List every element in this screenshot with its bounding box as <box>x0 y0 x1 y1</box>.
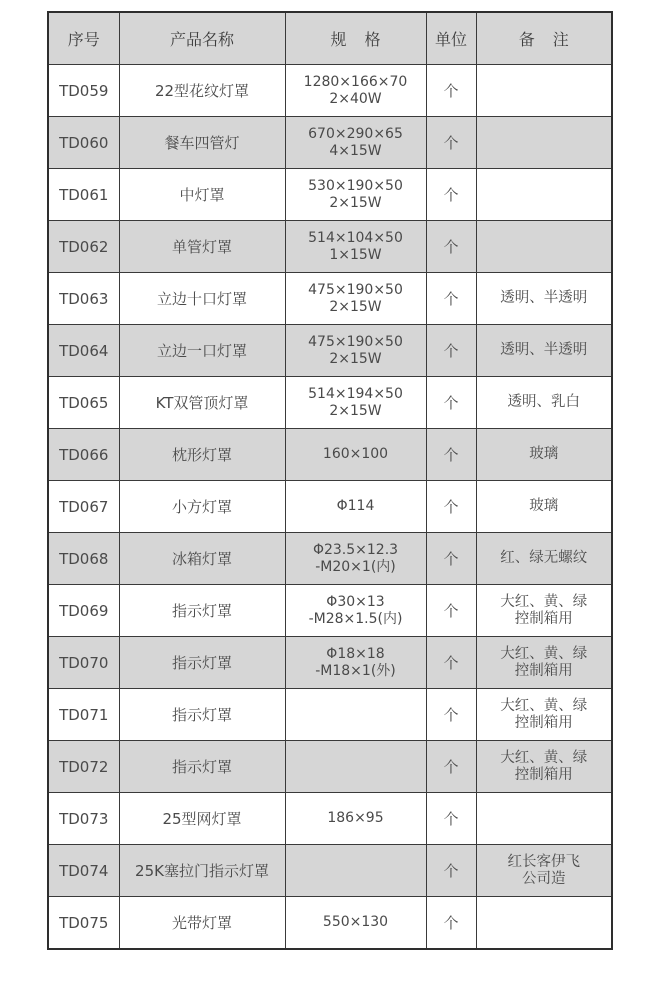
table-row <box>48 429 612 481</box>
cell-unit: 个 <box>426 481 476 533</box>
table-row <box>48 117 612 169</box>
note-line: 透明、半透明 <box>500 342 588 358</box>
table-row <box>48 377 612 429</box>
spec-line: 160×100 <box>322 446 389 462</box>
product-table <box>47 11 613 950</box>
note-line: 红长客伊飞 <box>507 853 580 870</box>
spec-line: 2×15W <box>329 402 382 419</box>
cell-spec <box>285 637 426 689</box>
spec-line: Φ23.5×12.3 <box>312 541 399 558</box>
cell-note <box>476 169 612 221</box>
cell-name: 22型花纹灯罩 <box>119 65 285 117</box>
header-row <box>48 12 612 65</box>
cell-spec <box>285 221 426 273</box>
spec-line: 2×40W <box>329 90 382 107</box>
cell-index: TD063 <box>48 273 119 325</box>
table-row <box>48 741 612 793</box>
cell-name: 指示灯罩 <box>119 741 285 793</box>
cell-unit: 个 <box>426 637 476 689</box>
table-row <box>48 897 612 950</box>
note-line: 控制箱用 <box>514 714 573 731</box>
cell-index: TD073 <box>48 793 119 845</box>
cell-note <box>476 481 612 533</box>
spec-line: -M20×1(内) <box>315 558 396 575</box>
cell-unit: 个 <box>426 741 476 793</box>
cell-name: KT双管顶灯罩 <box>119 377 285 429</box>
cell-spec <box>285 585 426 637</box>
header-note-label: 备注 <box>518 30 587 49</box>
cell-note <box>476 377 612 429</box>
spec-line: 1280×166×70 <box>303 73 408 90</box>
table-row <box>48 273 612 325</box>
header-index: 序号 <box>48 12 119 65</box>
table-row <box>48 637 612 689</box>
cell-name: 指示灯罩 <box>119 637 285 689</box>
cell-unit: 个 <box>426 325 476 377</box>
cell-spec <box>285 533 426 585</box>
cell-spec <box>285 117 426 169</box>
cell-unit: 个 <box>426 793 476 845</box>
cell-index: TD062 <box>48 221 119 273</box>
cell-spec <box>285 325 426 377</box>
spec-line: 475×190×50 <box>308 333 403 350</box>
cell-index: TD071 <box>48 689 119 741</box>
cell-spec <box>285 845 426 897</box>
cell-index: TD066 <box>48 429 119 481</box>
cell-note <box>476 221 612 273</box>
cell-index: TD064 <box>48 325 119 377</box>
cell-spec <box>285 169 426 221</box>
header-spec-label: 规格 <box>330 30 399 49</box>
cell-unit: 个 <box>426 65 476 117</box>
cell-unit: 个 <box>426 429 476 481</box>
table-row <box>48 221 612 273</box>
cell-spec <box>285 65 426 117</box>
cell-unit: 个 <box>426 897 476 950</box>
note-line: 公司造 <box>522 870 566 887</box>
note-line: 控制箱用 <box>514 766 573 783</box>
cell-name: 立边十口灯罩 <box>119 273 285 325</box>
cell-unit: 个 <box>426 845 476 897</box>
cell-note <box>476 273 612 325</box>
spec-line: 514×104×50 <box>308 229 403 246</box>
cell-index: TD069 <box>48 585 119 637</box>
cell-unit: 个 <box>426 169 476 221</box>
cell-name: 25K塞拉门指示灯罩 <box>119 845 285 897</box>
header-name: 产品名称 <box>119 12 285 65</box>
header-spec <box>285 12 426 65</box>
note-line: 大红、黄、绿 <box>500 593 588 610</box>
note-line: 玻璃 <box>529 446 559 462</box>
cell-name: 立边一口灯罩 <box>119 325 285 377</box>
cell-index: TD060 <box>48 117 119 169</box>
table-row <box>48 65 612 117</box>
cell-name: 光带灯罩 <box>119 897 285 950</box>
cell-spec <box>285 273 426 325</box>
cell-name: 餐车四管灯 <box>119 117 285 169</box>
spec-line: 2×15W <box>329 350 382 367</box>
cell-unit: 个 <box>426 117 476 169</box>
cell-name: 单管灯罩 <box>119 221 285 273</box>
cell-note <box>476 637 612 689</box>
cell-note <box>476 741 612 793</box>
note-line: 大红、黄、绿 <box>500 749 588 766</box>
note-line: 控制箱用 <box>514 610 573 627</box>
cell-name: 中灯罩 <box>119 169 285 221</box>
cell-note <box>476 897 612 950</box>
spec-line: 4×15W <box>329 142 382 159</box>
spec-line: 2×15W <box>329 298 382 315</box>
cell-note <box>476 793 612 845</box>
table-row <box>48 169 612 221</box>
cell-index: TD070 <box>48 637 119 689</box>
header-note <box>476 12 612 65</box>
note-line: 透明、乳白 <box>507 394 580 410</box>
note-line: 控制箱用 <box>514 662 573 679</box>
cell-note <box>476 533 612 585</box>
spec-line: 514×194×50 <box>308 385 403 402</box>
spec-line: 670×290×65 <box>308 125 403 142</box>
spec-line: 2×15W <box>329 194 382 211</box>
spec-line: Φ114 <box>336 498 375 514</box>
cell-index: TD072 <box>48 741 119 793</box>
cell-name: 25型网灯罩 <box>119 793 285 845</box>
table-row <box>48 481 612 533</box>
header-unit: 单位 <box>426 12 476 65</box>
table-row <box>48 689 612 741</box>
cell-index: TD065 <box>48 377 119 429</box>
note-line: 玻璃 <box>529 498 559 514</box>
cell-unit: 个 <box>426 377 476 429</box>
cell-index: TD068 <box>48 533 119 585</box>
cell-index: TD061 <box>48 169 119 221</box>
table-row <box>48 585 612 637</box>
cell-index: TD067 <box>48 481 119 533</box>
note-line: 透明、半透明 <box>500 290 588 306</box>
cell-note <box>476 429 612 481</box>
cell-spec <box>285 377 426 429</box>
table-row <box>48 533 612 585</box>
cell-note <box>476 65 612 117</box>
table-row <box>48 793 612 845</box>
spec-line: -M28×1.5(内) <box>308 610 403 627</box>
note-line: 红、绿无螺纹 <box>500 550 588 566</box>
table-row <box>48 845 612 897</box>
cell-spec <box>285 429 426 481</box>
cell-unit: 个 <box>426 221 476 273</box>
note-line: 大红、黄、绿 <box>500 645 588 662</box>
cell-spec <box>285 481 426 533</box>
cell-note <box>476 689 612 741</box>
cell-note <box>476 585 612 637</box>
cell-unit: 个 <box>426 273 476 325</box>
cell-spec <box>285 741 426 793</box>
cell-name: 小方灯罩 <box>119 481 285 533</box>
cell-spec <box>285 897 426 950</box>
spec-line: 530×190×50 <box>308 177 403 194</box>
cell-name: 枕形灯罩 <box>119 429 285 481</box>
spec-line: Φ18×18 <box>326 645 385 662</box>
spec-line: -M18×1(外) <box>315 662 396 679</box>
spec-line: Φ30×13 <box>326 593 385 610</box>
cell-note <box>476 845 612 897</box>
cell-name: 冰箱灯罩 <box>119 533 285 585</box>
cell-spec <box>285 793 426 845</box>
table-row <box>48 325 612 377</box>
cell-unit: 个 <box>426 533 476 585</box>
spec-line: 475×190×50 <box>308 281 403 298</box>
cell-index: TD059 <box>48 65 119 117</box>
spec-line: 550×130 <box>322 914 389 930</box>
cell-index: TD074 <box>48 845 119 897</box>
note-line: 大红、黄、绿 <box>500 697 588 714</box>
cell-note <box>476 325 612 377</box>
cell-index: TD075 <box>48 897 119 950</box>
spec-line: 186×95 <box>327 810 384 826</box>
cell-unit: 个 <box>426 585 476 637</box>
spec-line: 1×15W <box>329 246 382 263</box>
cell-name: 指示灯罩 <box>119 585 285 637</box>
cell-spec <box>285 689 426 741</box>
cell-name: 指示灯罩 <box>119 689 285 741</box>
table-body <box>48 65 612 950</box>
cell-note <box>476 117 612 169</box>
cell-unit: 个 <box>426 689 476 741</box>
